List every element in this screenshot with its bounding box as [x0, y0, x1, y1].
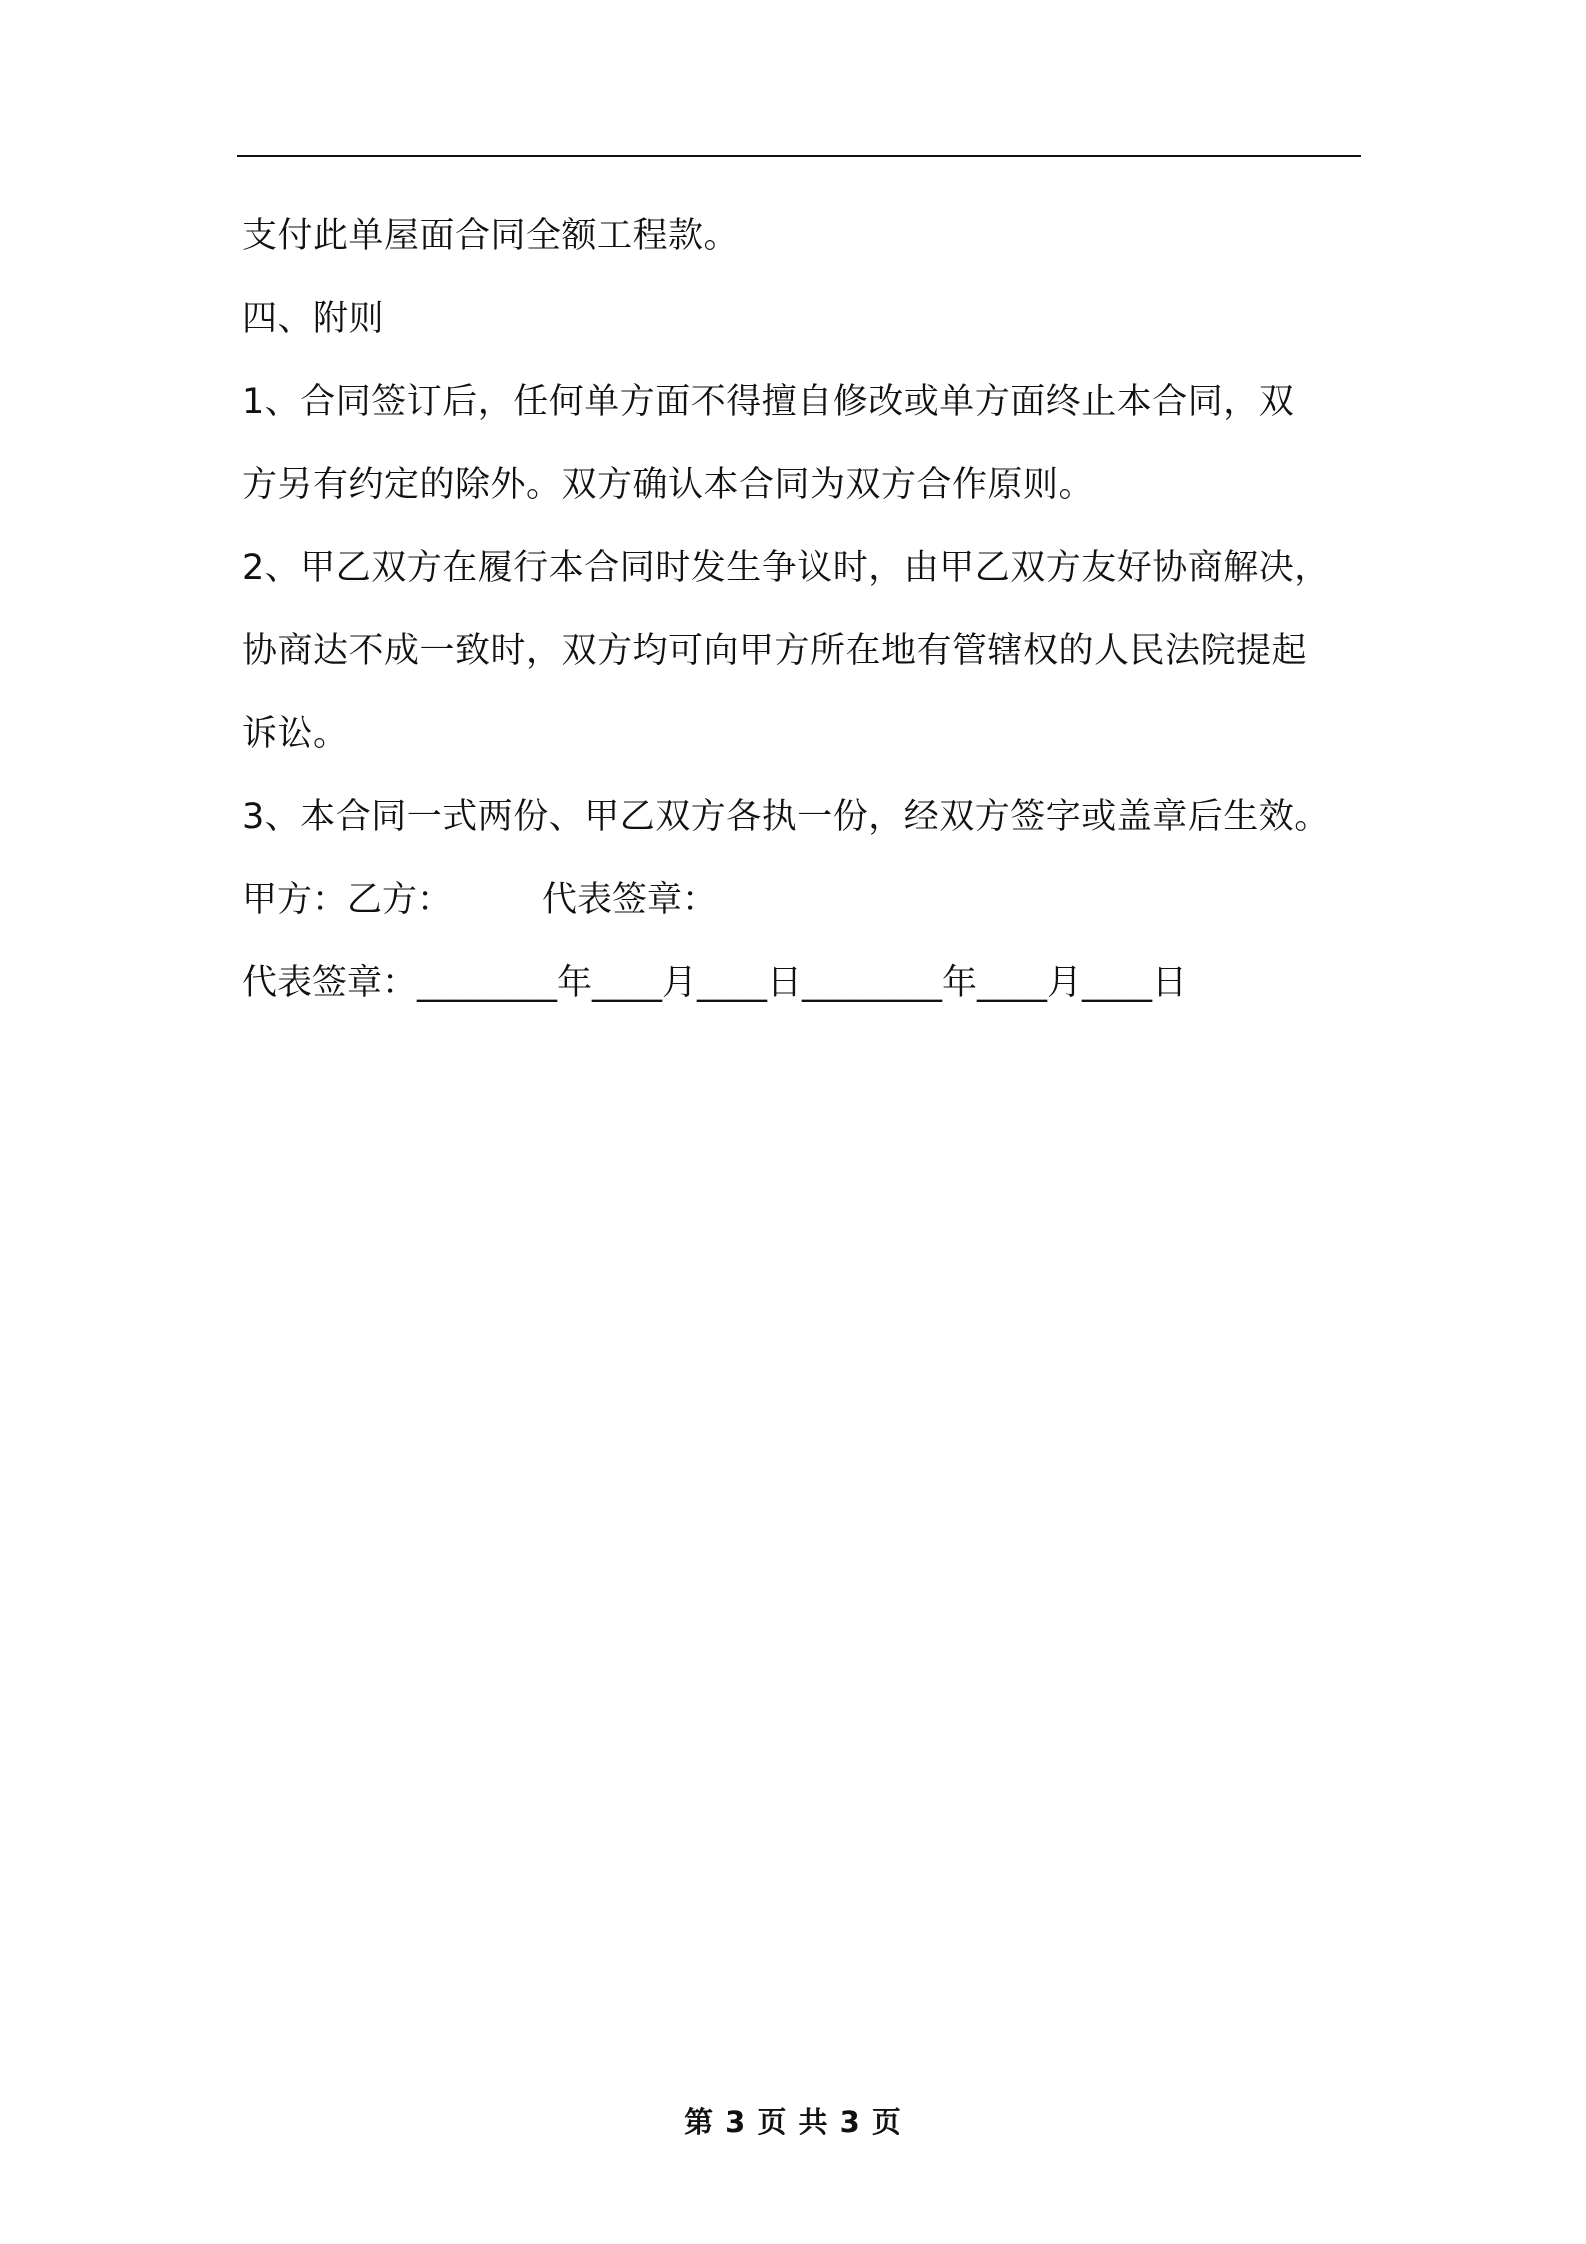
clause-2-line-3: 诉讼。 [242, 714, 349, 754]
signature-date-row: 代表签章：________年____月____日________年____月____日 [242, 963, 1188, 1003]
page-number-footer: 第 3 页 共 3 页 [684, 2105, 902, 2139]
clause-1-line-2: 方另有约定的除外。双方确认本合同为双方合作原则。 [242, 465, 1095, 505]
document-body [242, 195, 1372, 1025]
representative-seal-label: 代表签章： [542, 880, 718, 920]
clause-1-line-1: 1、合同签订后，任何单方面不得擅自修改或单方面终止本合同，双 [242, 382, 1295, 422]
clause-3: 3、本合同一式两份、甲乙双方各执一份，经双方签字或盖章后生效。 [242, 797, 1330, 837]
signature-parties-row [242, 859, 1372, 942]
clause-2-line-2: 协商达不成一致时，双方均可向甲方所在地有管辖权的人民法院提起 [242, 631, 1308, 671]
party-labels: 甲方：乙方： [242, 880, 453, 920]
clause-2-line-1: 2、甲乙双方在履行本合同时发生争议时，由甲乙双方友好协商解决， [242, 548, 1330, 588]
paragraph-payment: 支付此单屋面合同全额工程款。 [242, 216, 740, 256]
section-heading-appendix: 四、附则 [242, 299, 385, 339]
header-rule [237, 155, 1361, 157]
